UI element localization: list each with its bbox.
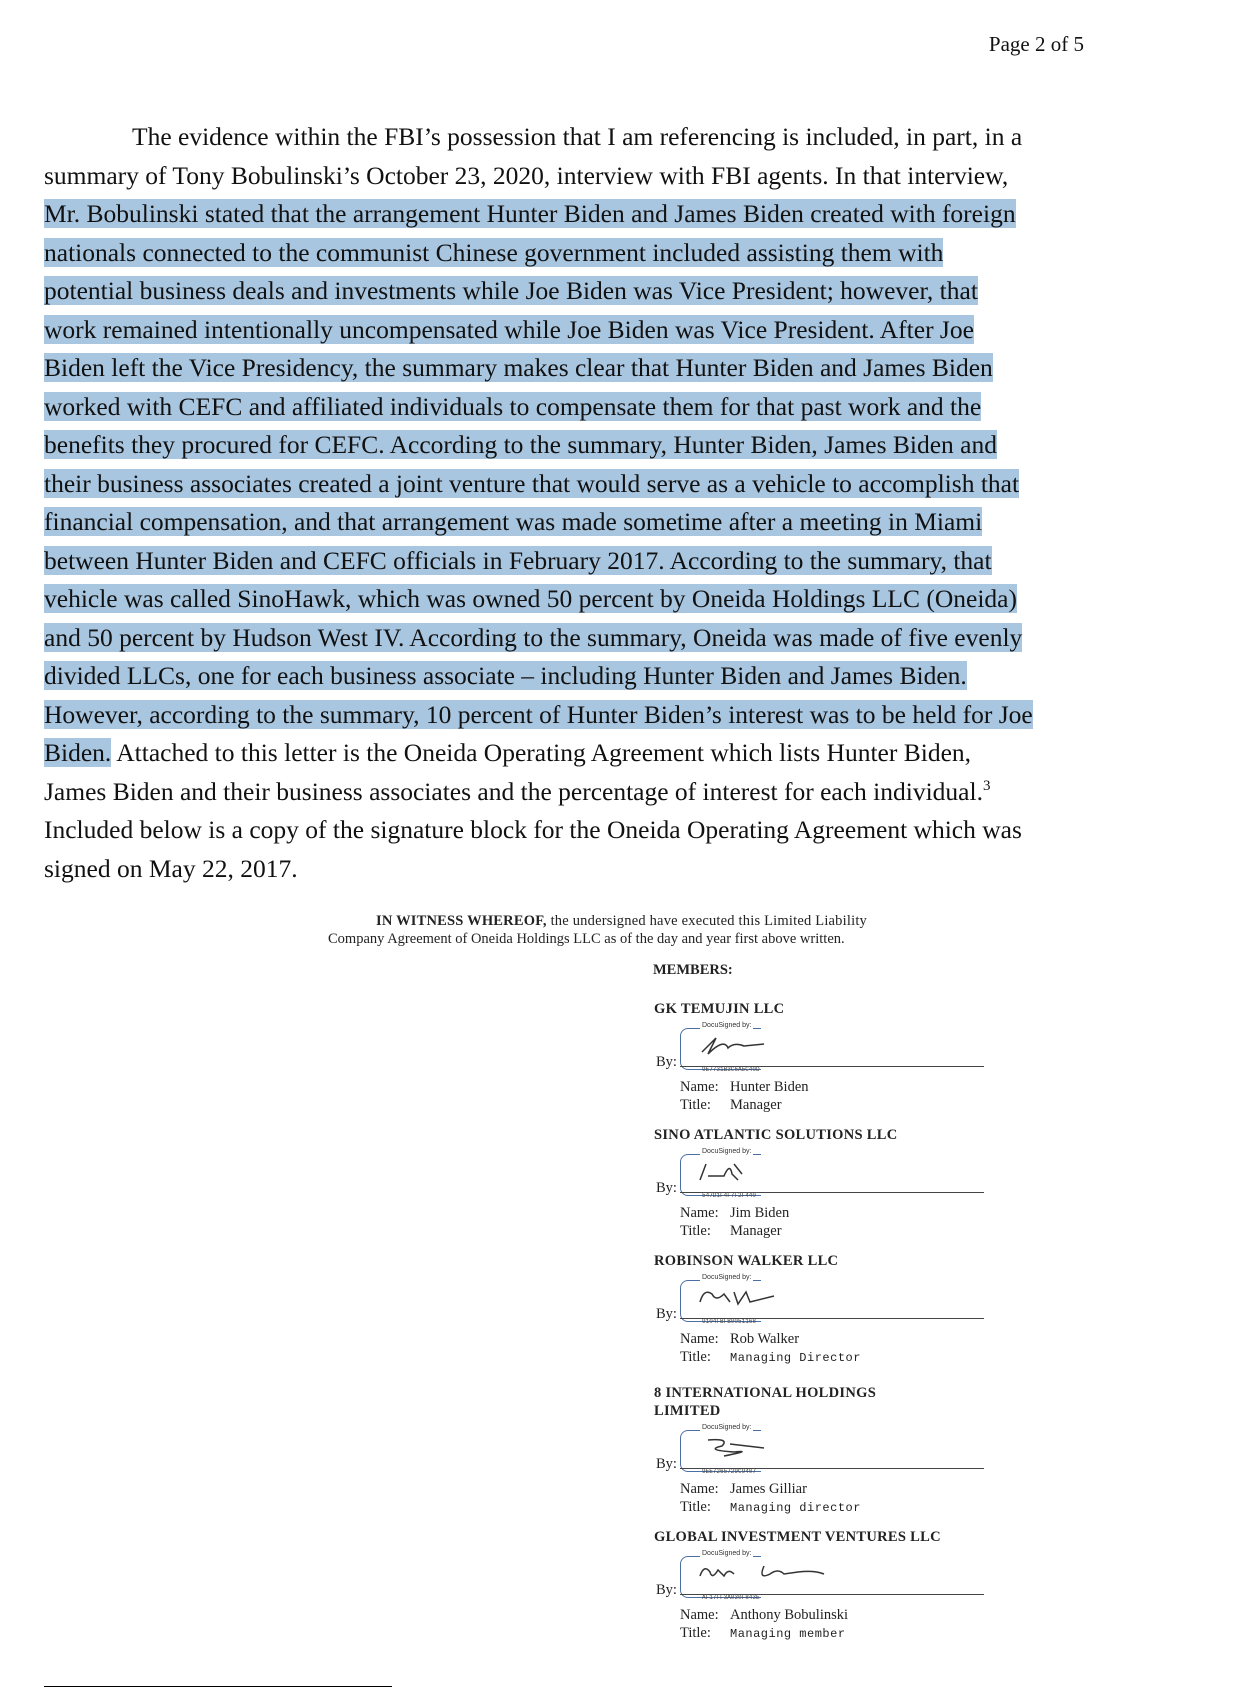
- name-label: Name:: [680, 1205, 719, 1221]
- name-label: Name:: [680, 1607, 719, 1623]
- signature-row: [654, 1276, 994, 1330]
- entity-name: 8 INTERNATIONAL HOLDINGS: [654, 1385, 877, 1401]
- body-line: [44, 773, 1204, 812]
- title-label: Title:: [680, 1499, 711, 1515]
- highlighted-text: vehicle was called SinoHawk, which was owned 50 percent by Oneida Holdings LLC (Oneida): [44, 584, 1017, 613]
- handwritten-signature: [694, 1158, 834, 1188]
- signer-name-row: [654, 1606, 994, 1624]
- signature-row: [654, 1150, 994, 1204]
- body-line: [44, 388, 1204, 427]
- body-line: [44, 619, 1204, 658]
- envelope-id: 9E7731B3C6A5C40D: [702, 1066, 760, 1073]
- signer-title-row: [654, 1498, 994, 1517]
- witness-clause: [328, 912, 1008, 948]
- body-line: [44, 657, 1204, 696]
- title-label: Title:: [680, 1625, 711, 1641]
- member-entity: [654, 1000, 994, 1018]
- signature-block: [654, 1126, 994, 1240]
- highlighted-text: Biden.: [44, 738, 112, 767]
- signature-row: [654, 1426, 994, 1480]
- body-text-segment: The evidence within the FBI’s possession that I am referencing is included, in part, in a: [132, 122, 1023, 151]
- body-line: [44, 349, 1204, 388]
- body-line: [44, 734, 1204, 773]
- by-label: By:: [656, 1456, 677, 1472]
- member-entity: [654, 1252, 994, 1270]
- envelope-id: 9104FBFB0051168: [702, 1318, 757, 1325]
- body-text-segment: Attached to this letter is the Oneida Operating Agreement which lists Hunter Biden,: [111, 738, 972, 767]
- name-label: Name:: [680, 1079, 719, 1095]
- title-label: Title:: [680, 1349, 711, 1365]
- handwritten-signature: [694, 1284, 834, 1314]
- entity-name: ROBINSON WALKER LLC: [654, 1253, 839, 1269]
- letter-body: [44, 118, 1204, 888]
- envelope-id: AF17FF3A030F843E: [702, 1594, 760, 1601]
- envelope-id: 9EE7265729C9407: [702, 1468, 757, 1475]
- signer-title: Managing member: [730, 1627, 846, 1641]
- members-label: MEMBERS:: [653, 962, 733, 978]
- body-line: [44, 157, 1204, 196]
- signature-row: [654, 1024, 994, 1078]
- signer-name: Anthony Bobulinski: [730, 1607, 849, 1623]
- entity-name: GLOBAL INVESTMENT VENTURES LLC: [654, 1529, 941, 1545]
- body-line: [44, 311, 1204, 350]
- body-line: [44, 542, 1204, 581]
- highlighted-text: their business associates created a joint venture that would serve as a vehicle to accomplish that: [44, 468, 1020, 498]
- title-label: Title:: [680, 1223, 711, 1239]
- docusigned-label: DocuSigned by:: [702, 1022, 752, 1029]
- highlighted-text: work remained intentionally uncompensated while Joe Biden was Vice President. After Joe: [44, 314, 974, 344]
- title-label: Title:: [680, 1097, 711, 1113]
- footnote-divider: [44, 1686, 392, 1687]
- signer-title-row: [654, 1348, 994, 1367]
- highlighted-text: and 50 percent by Hudson West IV. According to the summary, Oneida was made of five evenly: [44, 622, 1023, 652]
- envelope-id: 547D1F4F7F2F440: [702, 1192, 757, 1199]
- docusigned-label: DocuSigned by:: [702, 1424, 752, 1431]
- page-number: Page 2 of 5: [988, 32, 1084, 56]
- signer-title-row: [654, 1624, 994, 1643]
- witness-rest: the undersigned have executed this Limited Liability: [546, 913, 867, 929]
- docusigned-label: DocuSigned by:: [702, 1550, 752, 1557]
- signer-name: Hunter Biden: [730, 1079, 809, 1095]
- signer-name: Jim Biden: [730, 1205, 790, 1221]
- name-label: Name:: [680, 1331, 719, 1347]
- signer-title: Manager: [730, 1223, 782, 1239]
- body-text-segment: Included below is a copy of the signature block for the Oneida Operating Agreement which was: [44, 815, 1022, 844]
- body-line: [44, 118, 1204, 157]
- highlighted-text: between Hunter Biden and CEFC officials in February 2017. According to the summary, that: [44, 545, 992, 575]
- body-line: [44, 503, 1204, 542]
- docusigned-label: DocuSigned by:: [702, 1274, 752, 1281]
- footnote-ref: 3: [982, 777, 991, 794]
- by-label: By:: [656, 1180, 677, 1196]
- highlighted-text: benefits they procured for CEFC. According to the summary, Hunter Biden, James Biden and: [44, 430, 997, 459]
- handwritten-signature: [694, 1032, 834, 1062]
- highlighted-text: potential business deals and investments while Joe Biden was Vice President; however, that: [44, 276, 978, 305]
- signer-title: Manager: [730, 1097, 782, 1113]
- body-text-segment: James Biden and their business associates and the percentage of interest for each individual.: [44, 776, 983, 806]
- highlighted-text: nationals connected to the communist Chinese government included assisting them with: [44, 237, 944, 267]
- body-line: [44, 195, 1204, 234]
- body-line: [44, 580, 1204, 619]
- signer-title-row: [654, 1096, 994, 1114]
- body-line: [44, 811, 1204, 850]
- by-label: By:: [656, 1054, 677, 1070]
- body-text-segment: summary of Tony Bobulinski’s October 23, 2020, interview with FBI agents. In that interview,: [44, 160, 1009, 190]
- signature-block: [654, 1252, 994, 1367]
- member-entity: [654, 1384, 994, 1420]
- signer-name-row: [654, 1480, 994, 1498]
- name-label: Name:: [680, 1481, 719, 1497]
- body-line: [44, 465, 1204, 504]
- docusigned-label: DocuSigned by:: [702, 1148, 752, 1155]
- highlighted-text: worked with CEFC and affiliated individuals to compensate them for that past work and the: [44, 391, 982, 421]
- signer-title-row: [654, 1222, 994, 1240]
- highlighted-text: divided LLCs, one for each business associate – including Hunter Biden and James Biden.: [44, 661, 967, 690]
- body-line: [44, 234, 1204, 273]
- body-line: [44, 696, 1204, 735]
- highlighted-text: Biden left the Vice Presidency, the summary makes clear that Hunter Biden and James Biden: [44, 353, 993, 382]
- member-entity: [654, 1528, 994, 1546]
- by-label: By:: [656, 1582, 677, 1598]
- witness-line2: Company Agreement of Oneida Holdings LLC as of the day and year first above written.: [328, 931, 845, 947]
- highlighted-text: financial compensation, and that arrangement was made sometime after a meeting in Miami: [44, 507, 983, 536]
- signature-block: [654, 1384, 994, 1517]
- signature-block: [654, 1528, 994, 1643]
- signer-name-row: [654, 1078, 994, 1096]
- body-text-segment: signed on May 22, 2017.: [44, 853, 298, 883]
- highlighted-text: However, according to the summary, 10 percent of Hunter Biden’s interest was to be held for Joe: [44, 699, 1033, 729]
- entity-name: SINO ATLANTIC SOLUTIONS LLC: [654, 1127, 898, 1143]
- entity-name-line2: LIMITED: [654, 1403, 721, 1419]
- body-line: [44, 426, 1204, 465]
- body-line: [44, 272, 1204, 311]
- highlighted-text: Mr. Bobulinski stated that the arrangement Hunter Biden and James Biden created with foreign: [44, 199, 1016, 228]
- member-entity: [654, 1126, 994, 1144]
- signature-row: [654, 1552, 994, 1606]
- handwritten-signature: [694, 1434, 834, 1464]
- signature-block: [654, 1000, 994, 1114]
- signer-title: Managing Director: [730, 1351, 861, 1365]
- signer-name: Rob Walker: [730, 1331, 800, 1347]
- witness-bold: IN WITNESS WHEREOF,: [376, 913, 547, 929]
- entity-name: GK TEMUJIN LLC: [654, 1001, 785, 1017]
- signer-name-row: [654, 1204, 994, 1222]
- signer-name: James Gilliar: [730, 1481, 807, 1497]
- body-line: [44, 850, 1204, 889]
- signer-name-row: [654, 1330, 994, 1348]
- by-label: By:: [656, 1306, 677, 1322]
- signer-title: Managing director: [730, 1501, 861, 1515]
- handwritten-signature: [694, 1560, 834, 1590]
